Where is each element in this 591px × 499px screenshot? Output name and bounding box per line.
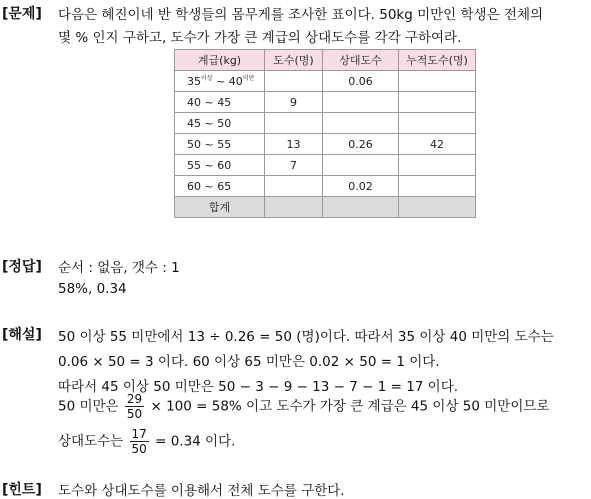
table-row (175, 92, 476, 113)
problem-text-line1: 다음은 혜진이네 반 학생들의 몸무게를 조사한 표이다. 50kg 미만인 학생은 전체의 (58, 7, 544, 23)
cumulative-frequency-cell (399, 92, 476, 113)
header-cumulative-frequency: 누적도수(명) (399, 50, 476, 71)
frequency-cell (265, 113, 323, 134)
class-cell: 50 ~ 55 (175, 134, 265, 155)
frequency-cell (265, 71, 323, 92)
total-row (175, 197, 476, 218)
class-cell: 60 ~ 65 (175, 176, 265, 197)
relative-frequency-cell: 0.06 (323, 71, 399, 92)
relative-frequency-cell (323, 113, 399, 134)
total-cumulative-cell (399, 197, 476, 218)
answer-line2: 58%, 0.34 (58, 281, 127, 297)
frequency-cell: 13 (265, 134, 323, 155)
class-cell: 55 ~ 60 (175, 155, 265, 176)
problem-tag: [문제] (2, 6, 42, 22)
solution-line5-post: = 0.34 이다. (155, 433, 236, 450)
frequency-cell: 7 (265, 155, 323, 176)
relative-frequency-cell: 0.02 (323, 176, 399, 197)
fraction-denominator: 50 (126, 407, 143, 421)
frequency-table (174, 49, 476, 218)
class-sup-lt: 미만 (242, 74, 255, 82)
solution-line5-pre: 상대도수는 (58, 433, 124, 450)
answer-tag: [정답] (2, 259, 42, 275)
cumulative-frequency-cell (399, 113, 476, 134)
header-class: 계급(kg) (175, 50, 265, 71)
solution-line3: 따라서 45 이상 50 미만은 50 − 3 − 9 − 13 − 7 − 1 = 17 이다. (58, 379, 459, 395)
header-relative-frequency: 상대도수 (323, 50, 399, 71)
relative-frequency-cell: 0.26 (323, 134, 399, 155)
solution-line4-post: × 100 = 58% 이고 도수가 가장 큰 계급은 45 이상 50 미만이므로 (150, 398, 550, 415)
table-row (175, 155, 476, 176)
total-frequency-cell (265, 197, 323, 218)
solution-line4 (58, 392, 549, 421)
frequency-cell (265, 176, 323, 197)
relative-frequency-cell (323, 155, 399, 176)
table-row (175, 176, 476, 197)
cumulative-frequency-cell: 42 (399, 134, 476, 155)
fraction-29-50 (125, 392, 144, 421)
hint-tag: [힌트] (2, 482, 42, 498)
problem-text-line2: 몇 % 인지 구하고, 도수가 가장 큰 계급의 상대도수를 각각 구하여라. (58, 30, 462, 46)
fraction-numerator: 29 (126, 392, 143, 406)
fraction-17-50 (130, 427, 149, 456)
table-header-row (175, 50, 476, 71)
class-cell: 40 ~ 45 (175, 92, 265, 113)
class-sup-ge: 이상 (201, 74, 213, 82)
hint-line1: 도수와 상대도수를 이용해서 전체 도수를 구한다. (58, 483, 345, 499)
solution-line1: 50 이상 55 미만에서 13 ÷ 0.26 = 50 (명)이다. 따라서 35 이상 40 미만의 도수는 (58, 329, 554, 345)
header-frequency: 도수(명) (265, 50, 323, 71)
answer-line1: 순서 : 없음, 갯수 : 1 (58, 260, 180, 276)
solution-tag: [해설] (2, 327, 42, 343)
solution-line2: 0.06 × 50 = 3 이다. 60 이상 65 미만은 0.02 × 50 = 1 이다. (58, 354, 440, 370)
fraction-denominator: 50 (131, 442, 147, 456)
cumulative-frequency-cell (399, 176, 476, 197)
table-row (175, 71, 476, 92)
solution-line5 (58, 427, 235, 456)
relative-frequency-cell (323, 92, 399, 113)
fraction-numerator: 17 (131, 427, 147, 441)
class-cell: $35^{이상}$ ~ $40^{미만}$ (175, 71, 265, 92)
table-row (175, 113, 476, 134)
class-cell: 45 ~ 50 (175, 113, 265, 134)
cumulative-frequency-cell (399, 71, 476, 92)
table-row (175, 134, 476, 155)
total-relative-cell (323, 197, 399, 218)
solution-line4-pre: 50 미만은 (58, 398, 119, 415)
total-label: 합계 (175, 197, 265, 218)
frequency-cell: 9 (265, 92, 323, 113)
cumulative-frequency-cell (399, 155, 476, 176)
